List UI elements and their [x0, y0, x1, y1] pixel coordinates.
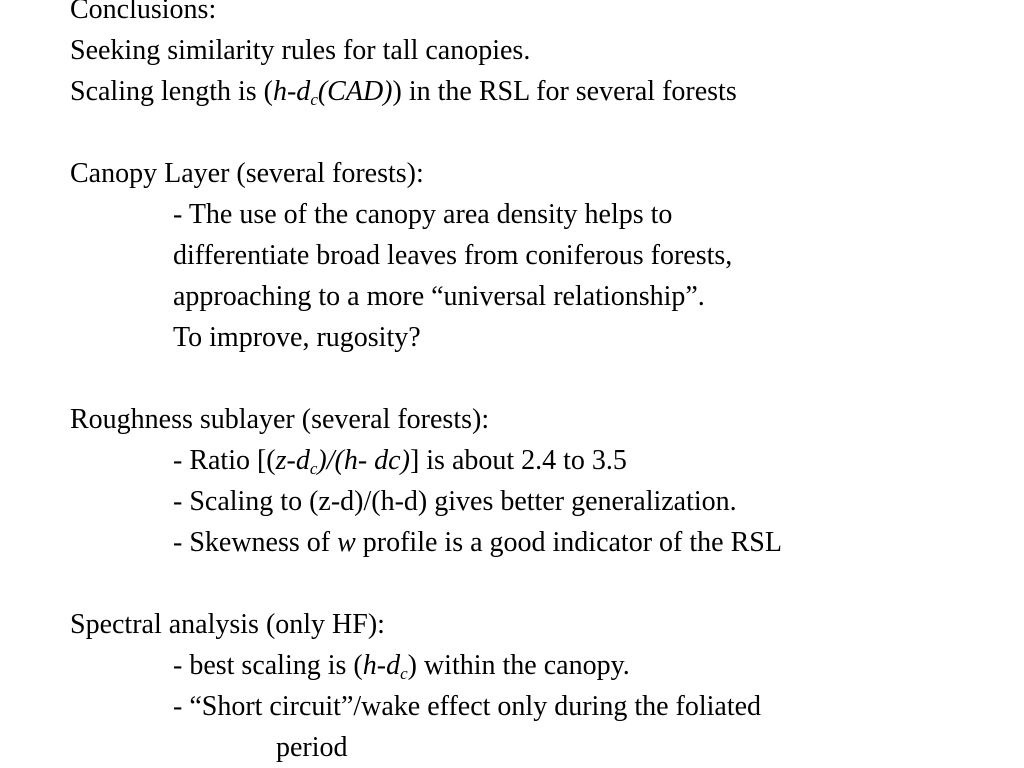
section-heading-canopy: Canopy Layer (several forests): — [70, 158, 424, 189]
canopy-line-3: approaching to a more “universal relationship”. — [173, 281, 705, 312]
section-heading-spectral: Spectral analysis (only HF): — [70, 609, 385, 640]
scaling-text-end: ) in the RSL for several forests — [392, 76, 737, 107]
canopy-line-4: To improve, rugosity? — [173, 322, 421, 353]
roughness-line-3 — [173, 527, 782, 559]
ratio-text-start: - Ratio [( — [173, 445, 276, 476]
ratio-denominator: )/(h- dc) — [317, 445, 410, 476]
scaling-subscript-c: c — [310, 90, 318, 109]
best-scaling-text-start: - best scaling is ( — [173, 650, 363, 681]
spectral-line-1 — [173, 650, 630, 682]
canopy-line-1: - The use of the canopy area density helps to — [173, 199, 673, 230]
best-scaling-h-minus-d: h-d — [362, 650, 401, 681]
slide-title: Conclusions: — [70, 0, 217, 25]
ratio-z-minus-d: z-d — [275, 445, 310, 476]
ratio-subscript-c: c — [309, 459, 318, 478]
intro-line-2 — [70, 76, 737, 108]
roughness-line-2: - Scaling to (z-d)/(h-d) gives better generalization. — [173, 486, 737, 517]
spectral-line-3: period — [276, 732, 348, 763]
best-scaling-text-end: ) within the canopy. — [407, 650, 630, 681]
scaling-text-start: Scaling length is ( — [70, 76, 273, 107]
roughness-line-1 — [173, 445, 627, 477]
skewness-text-end: profile is a good indicator of the RSL — [355, 527, 782, 558]
intro-line-1: Seeking similarity rules for tall canopies. — [70, 35, 531, 66]
skewness-w: w — [337, 527, 356, 558]
scaling-h-minus-d: h-d — [272, 76, 311, 107]
skewness-text-start: - Skewness of — [173, 527, 338, 558]
scaling-cad: (CAD) — [317, 76, 393, 107]
canopy-line-2: differentiate broad leaves from coniferous forests, — [173, 240, 733, 271]
best-scaling-subscript-c: c — [400, 664, 408, 683]
ratio-text-end: ] is about 2.4 to 3.5 — [409, 445, 627, 476]
spectral-line-2: - “Short circuit”/wake effect only during the foliated — [173, 691, 762, 722]
section-heading-roughness: Roughness sublayer (several forests): — [70, 404, 490, 435]
